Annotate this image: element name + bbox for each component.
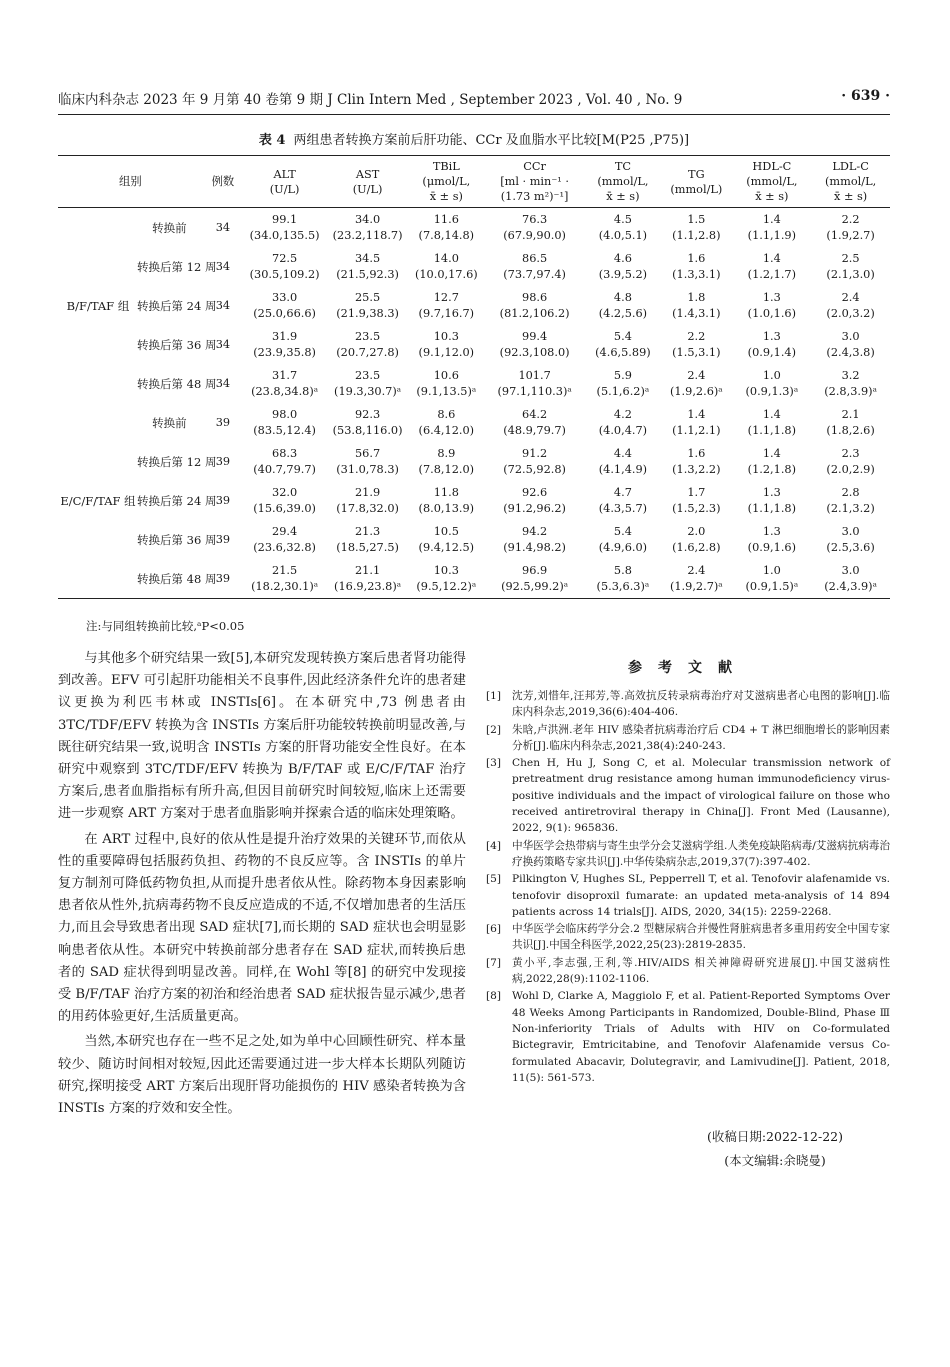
group-name xyxy=(58,325,217,364)
value-cell: 23.5 (20.7,27.8) xyxy=(336,329,399,359)
value-cell: 21.3 (18.5,27.5) xyxy=(336,524,399,554)
value-cell: 1.3 (0.9,1.6) xyxy=(747,524,797,554)
reference-text: Pilkington V, Hughes SL, Pepperrell T, et al. Tenofovir alafenamide vs. tenofovir disoproxil fumarate: an updated meta-analysis of 14 894 patients across 14 trials[J]. AIDS, 2020, 34(15): 2259-2268. xyxy=(512,873,890,918)
value-cell: 2.0 (1.6,2.8) xyxy=(672,524,721,554)
value-cell: 11.6 (7.8,14.8) xyxy=(418,212,475,242)
value-cell: 8.9 (7.8,12.0) xyxy=(418,446,475,476)
sample-size: 39 xyxy=(215,415,231,429)
value-cell: 64.2 (48.9,79.7) xyxy=(503,407,566,437)
value-cell: 1.4 (1.2,1.7) xyxy=(747,251,797,281)
reference-item xyxy=(486,722,890,755)
table-row xyxy=(58,442,890,481)
value-cell: 14.0 (10.0,17.6) xyxy=(414,251,478,281)
references-title: 参考文献 xyxy=(628,660,748,676)
group-name xyxy=(58,364,217,403)
table-label: 表 4 xyxy=(258,133,286,148)
reference-number: [2] xyxy=(486,723,502,736)
group-name xyxy=(58,403,203,442)
sample-size: 39 xyxy=(215,454,231,468)
value-cell: 2.2 (1.5,3.1) xyxy=(672,329,721,359)
value-cell: 4.6 (3.9,5.2) xyxy=(598,251,648,281)
journal-info: 临床内科杂志 2023 年 9 月第 40 卷第 9 期 J Clin Intern Med , September 2023 , Vol. 40 , No. 9 xyxy=(58,92,683,108)
value-cell: 2.2 (1.9,2.7) xyxy=(826,212,875,242)
reference-number: [1] xyxy=(486,690,502,702)
table-row xyxy=(58,286,890,325)
value-cell: 94.2 (91.4,98.2) xyxy=(503,524,566,554)
reference-item xyxy=(486,838,890,871)
timepoint-label: 转换后第 36 周 xyxy=(137,337,217,352)
value-cell: 68.3 (40.7,79.7) xyxy=(253,446,316,476)
value-cell: 1.7 (1.5,2.3) xyxy=(672,485,721,515)
value-cell: 10.6 (9.1,13.5)ᵃ xyxy=(416,368,477,398)
table-row xyxy=(58,364,890,403)
value-cell: 31.7 (23.8,34.8)ᵃ xyxy=(251,368,319,398)
paragraph: 在 ART 过程中,良好的依从性是提升治疗效果的关键环节,而依从性的重要障碍包括服药负担、药物的不良反应等。含 INSTIs 的单片复方制剂可降低药物负担,从而提升患者依从性。除药物本身因素影响患者依从性外,抗病毒药物不良反应造成的不适,不仅增加患者的生活压力,而且会导致患者出现 SAD 症状[7],而长期的 SAD 症状也会明显影响患者依从性。本研究中转换前部分患者存在 SAD 症状,而转换后患者的 SAD 症状得到明显改善。同样,在 Wohl 等[8] 的研究中发现接受 B/F/TAF 治疗方案的初治和经治患者 SAD 症状报告显示减少,患者的用药体验更好,生活质量更高。 xyxy=(58,831,466,1025)
reference-item xyxy=(486,988,890,1086)
body-text xyxy=(58,648,466,1123)
group-name xyxy=(58,247,217,286)
value-cell: 5.4 (4.9,6.0) xyxy=(598,524,648,554)
reference-item xyxy=(486,688,890,721)
reference-number: [4] xyxy=(486,839,502,852)
table-row xyxy=(58,247,890,286)
value-cell: 5.4 (4.6,5.89) xyxy=(595,329,651,359)
reference-item xyxy=(486,871,890,920)
value-cell: 86.5 (73.7,97.4) xyxy=(503,251,566,281)
value-cell: 99.1 (34.0,135.5) xyxy=(249,212,320,242)
header-cell: TC (mmol/L, x̄ ± s) xyxy=(586,156,660,208)
reference-text: 黄小平,李志强,王利,等.HIV/AIDS 相关神障碍研究进展[J].中国艾滋病性病,2022,28(9):1102-1106. xyxy=(512,956,890,986)
table-row xyxy=(58,208,890,248)
reference-number: [3] xyxy=(486,757,502,770)
value-cell: 1.5 (1.1,2.8) xyxy=(672,212,721,242)
table-caption xyxy=(58,129,890,148)
sample-size: 39 xyxy=(215,532,231,546)
timepoint-label: 转换后第 48 周 xyxy=(137,571,217,586)
timepoint-label: 转换后第 24 周 xyxy=(137,298,217,313)
paragraph: 与其他多个研究结果一致[5],本研究发现转换方案后患者肾功能得到改善。EFV 可引起肝功能相关不良事件,因此经济条件允许的患者建议更换为利匹韦林或 INSTIs[6]。在本研究中,73 例患者由 3TC/TDF/EFV 转换为含 INSTIs 方案后肝功能较转换前明显改善,与既往研究结果一致,说明含 INSTIs 方案的肝肾功能安全性良好。在本研究中观察到 3TC/TDF/EFV 转换为 B/F/TAF 或 E/C/F/TAF 治疗方案后,患者血脂指标有所升高,但因目前研究时间较短,临床上还需要进一步观察 ART 方案对于患者血脂影响并探索合适的临床处理策略。 xyxy=(58,651,466,822)
value-cell: 25.5 (21.9,38.3) xyxy=(336,290,399,320)
value-cell: 3.0 (2.4,3.9)ᵃ xyxy=(811,559,890,599)
reference-item xyxy=(486,921,890,954)
value-cell: 5.9 (5.1,6.2)ᵃ xyxy=(596,368,650,398)
table-row xyxy=(58,403,890,442)
value-cell: 23.5 (19.3,30.7)ᵃ xyxy=(334,368,402,398)
reference-number: [5] xyxy=(486,873,502,886)
header-cell: 例数 xyxy=(203,156,243,208)
value-cell: 8.6 (6.4,12.0) xyxy=(418,407,475,437)
running-header xyxy=(58,88,890,115)
reference-text: 朱晗,卢洪洲.老年 HIV 感染者抗病毒治疗后 CD4 + T 淋巴细胞增长的影响因素分析[J].临床内科杂志,2021,38(4):240-243. xyxy=(512,723,890,752)
value-cell: 91.2 (72.5,92.8) xyxy=(503,446,566,476)
value-cell: 2.1 (1.8,2.6) xyxy=(826,407,875,437)
table-note: 注:与同组转换前比较,ᵃP<0.05 xyxy=(86,619,245,633)
header-cell: ALT (U/L) xyxy=(243,156,326,208)
table-title: 两组患者转换方案前后肝功能、CCr 及血脂水平比较[M(P25 ,P75)] xyxy=(293,133,690,148)
value-cell: 2.3 (2.0,2.9) xyxy=(826,446,875,476)
page-number: · 639 · xyxy=(841,88,890,104)
timepoint-label: 转换后第 24 周 xyxy=(137,493,217,508)
timepoint-label: 转换前 xyxy=(152,220,187,235)
value-cell: 2.4 (1.9,2.6)ᵃ xyxy=(669,368,723,398)
group-label: E/C/F/TAF 组 xyxy=(60,493,136,508)
sample-size: 39 xyxy=(215,493,231,507)
editor-note: (本文编辑:余晓曼) xyxy=(724,1153,826,1168)
value-cell: 1.0 (0.9,1.3)ᵃ xyxy=(745,368,799,398)
value-cell: 10.5 (9.4,12.5) xyxy=(418,524,475,554)
reference-text: Chen H, Hu J, Song C, et al. Molecular transmission network of pretreatment drug resistance among human immunodeficiency virus-positive individuals and the impact of virological failure on those who received antiretroviral therapy in China[J]. Front Med (Lausanne), 2022, 9(1): 965836. xyxy=(512,757,890,835)
value-cell: 21.1 (16.9,23.8)ᵃ xyxy=(326,559,409,599)
value-cell: 10.3 (9.5,12.2)ᵃ xyxy=(409,559,483,599)
value-cell: 4.8 (4.2,5.6) xyxy=(598,290,648,320)
value-cell: 72.5 (30.5,109.2) xyxy=(249,251,320,281)
group-name xyxy=(58,481,217,520)
timepoint-label: 转换前 xyxy=(152,415,187,430)
reference-text: 中华医学会临床药学分会.2 型糖尿病合并慢性肾脏病患者多重用药安全中国专家共识[J].中国全科医学,2022,25(23):2819-2835. xyxy=(512,923,890,952)
group-name xyxy=(58,208,203,248)
value-cell: 33.0 (25.0,66.6) xyxy=(253,290,316,320)
data-table xyxy=(58,155,890,599)
value-cell: 1.8 (1.4,3.1) xyxy=(672,290,721,320)
table-body xyxy=(58,208,890,599)
header-cell: TG (mmol/L) xyxy=(660,156,732,208)
value-cell: 21.5 (18.2,30.1)ᵃ xyxy=(243,559,326,599)
sample-size: 34 xyxy=(215,298,231,312)
reference-text: Wohl D, Clarke A, Maggiolo F, et al. Patient-Reported Symptoms Over 48 Weeks Among Participants in Randomized, Double-Blind, Phase Ⅲ Non-inferiority Trials of Adults with HIV on Co-formulated Bictegravir, Emtricitabine, and Tenofovir Alafenamide versus Co-formulated Abacavir, Dolutegravir, and Lamivudine[J]. Patient, 2018, 11(5): 561-573. xyxy=(512,990,890,1084)
value-cell: 1.3 (1.1,1.8) xyxy=(747,485,797,515)
header-cell: LDL-C (mmol/L, x̄ ± s) xyxy=(811,156,890,208)
value-cell: 1.4 (1.1,1.8) xyxy=(747,407,797,437)
value-cell: 4.2 (4.0,4.7) xyxy=(598,407,648,437)
sample-size: 34 xyxy=(215,376,231,390)
value-cell: 92.6 (91.2,96.2) xyxy=(503,485,566,515)
value-cell: 32.0 (15.6,39.0) xyxy=(253,485,316,515)
value-cell: 1.3 (0.9,1.4) xyxy=(747,329,797,359)
header-cell: CCr [ml · min⁻¹ · (1.73 m²)⁻¹] xyxy=(484,156,586,208)
reference-item xyxy=(486,955,890,988)
value-cell: 2.4 (1.9,2.7)ᵃ xyxy=(660,559,732,599)
table-row xyxy=(58,559,890,599)
value-cell: 2.5 (2.1,3.0) xyxy=(826,251,875,281)
value-cell: 1.6 (1.3,3.1) xyxy=(672,251,721,281)
reference-item xyxy=(486,755,890,836)
value-cell: 56.7 (31.0,78.3) xyxy=(336,446,399,476)
value-cell: 3.0 (2.4,3.8) xyxy=(826,329,875,359)
value-cell: 3.0 (2.5,3.6) xyxy=(826,524,875,554)
value-cell: 98.0 (83.5,12.4) xyxy=(253,407,316,437)
timepoint-label: 转换后第 12 周 xyxy=(137,259,217,274)
value-cell: 101.7 (97.1,110.3)ᵃ xyxy=(497,368,572,398)
timepoint-label: 转换后第 48 周 xyxy=(137,376,217,391)
value-cell: 76.3 (67.9,90.0) xyxy=(503,212,566,242)
value-cell: 29.4 (23.6,32.8) xyxy=(253,524,316,554)
reference-list xyxy=(486,688,890,1087)
value-cell: 2.8 (2.1,3.2) xyxy=(826,485,875,515)
group-name xyxy=(58,442,217,481)
value-cell: 3.2 (2.8,3.9)ᵃ xyxy=(824,368,877,398)
value-cell: 92.3 (53.8,116.0) xyxy=(332,407,403,437)
reference-number: [6] xyxy=(486,923,502,936)
value-cell: 12.7 (9.7,16.7) xyxy=(418,290,475,320)
sample-size: 34 xyxy=(215,259,231,273)
value-cell: 96.9 (92.5,99.2)ᵃ xyxy=(484,559,586,599)
value-cell: 4.7 (4.3,5.7) xyxy=(598,485,648,515)
received-info xyxy=(660,1125,890,1173)
header-cell: 组别 xyxy=(58,156,203,208)
value-cell: 98.6 (81.2,106.2) xyxy=(499,290,570,320)
reference-text: 沈芳,刘惜年,汪邦芳,等.高效抗反转录病毒治疗对艾滋病患者心电图的影响[J].临床内科杂志,2019,36(6):404-406. xyxy=(512,690,890,719)
value-cell: 34.0 (23.2,118.7) xyxy=(332,212,403,242)
sample-size: 39 xyxy=(203,559,243,599)
value-cell: 21.9 (17.8,32.0) xyxy=(336,485,399,515)
value-cell: 10.3 (9.1,12.0) xyxy=(418,329,475,359)
table-row xyxy=(58,325,890,364)
table-row xyxy=(58,520,890,559)
reference-number: [7] xyxy=(486,956,502,969)
value-cell: 1.4 (1.2,1.8) xyxy=(747,446,797,476)
value-cell: 31.9 (23.9,35.8) xyxy=(253,329,316,359)
value-cell: 1.6 (1.3,2.2) xyxy=(672,446,721,476)
value-cell: 1.4 (1.1,2.1) xyxy=(672,407,721,437)
value-cell: 5.8 (5.3,6.3)ᵃ xyxy=(586,559,660,599)
value-cell: 4.5 (4.0,5.1) xyxy=(598,212,648,242)
reference-number: [8] xyxy=(486,990,502,1003)
timepoint-label: 转换后第 36 周 xyxy=(137,532,217,547)
value-cell: 1.4 (1.1,1.9) xyxy=(747,212,797,242)
header-cell: AST (U/L) xyxy=(326,156,409,208)
table-row xyxy=(58,481,890,520)
group-name xyxy=(58,559,217,599)
value-cell: 2.4 (2.0,3.2) xyxy=(826,290,875,320)
value-cell: 11.8 (8.0,13.9) xyxy=(418,485,475,515)
reference-text: 中华医学会热带病与寄生虫学分会艾滋病学组.人类免疫缺陷病毒/艾滋病抗病毒治疗换药策略专家共识[J].中华传染病杂志,2019,37(7):397-402. xyxy=(512,839,890,868)
value-cell: 1.3 (1.0,1.6) xyxy=(747,290,797,320)
group-name xyxy=(58,286,217,325)
value-cell: 34.5 (21.5,92.3) xyxy=(336,251,399,281)
value-cell: 1.0 (0.9,1.5)ᵃ xyxy=(732,559,811,599)
group-name xyxy=(58,520,217,559)
paragraph: 当然,本研究也存在一些不足之处,如为单中心回顾性研究、样本量较少、随访时间相对较短,因此还需要通过进一步大样本长期队列随访研究,探明接受 ART 方案后出现肝肾功能损伤的 HIV 感染者转换为含 INSTIs 方案的疗效和安全性。 xyxy=(58,1034,466,1117)
value-cell: 99.4 (92.3,108.0) xyxy=(499,329,570,359)
sample-size: 34 xyxy=(215,337,231,351)
timepoint-label: 转换后第 12 周 xyxy=(137,454,217,469)
sample-size: 34 xyxy=(215,220,231,234)
group-label: B/F/TAF 组 xyxy=(66,298,130,313)
value-cell: 4.4 (4.1,4.9) xyxy=(598,446,648,476)
header-cell: TBiL (μmol/L, x̄ ± s) xyxy=(409,156,483,208)
received-date: (收稿日期:2022-12-22) xyxy=(706,1129,844,1144)
header-cell: HDL-C (mmol/L, x̄ ± s) xyxy=(732,156,811,208)
